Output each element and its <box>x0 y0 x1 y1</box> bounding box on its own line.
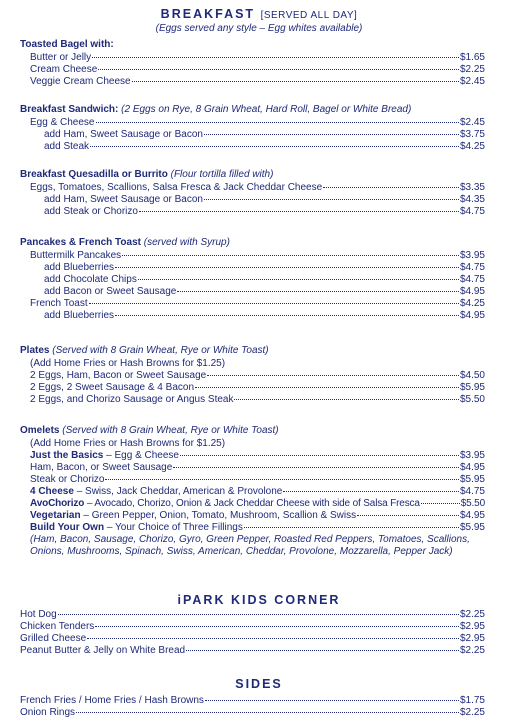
menu-item <box>0 52 518 64</box>
menu-item <box>0 206 518 218</box>
breakfast-title <box>0 7 518 23</box>
leader-dots <box>139 211 459 212</box>
menu-item <box>0 194 518 206</box>
leader-dots <box>195 387 459 388</box>
item-price: $1.65 <box>459 52 485 63</box>
leader-dots <box>122 255 459 256</box>
menu-item <box>0 707 518 719</box>
pancakes-heading <box>20 237 518 249</box>
plates-note: (Served with 8 Grain Wheat, Rye or White Toast) <box>52 345 269 356</box>
item-bold: 4 Cheese <box>30 486 74 497</box>
item-price: $5.95 <box>459 522 485 533</box>
sides-section <box>0 677 518 691</box>
leader-dots <box>180 455 459 456</box>
plates-group <box>0 345 518 406</box>
menu-item <box>0 76 518 88</box>
leader-dots <box>234 399 459 400</box>
item-rest: – Your Choice of Three Fillings <box>104 522 243 533</box>
item-price: $4.75 <box>459 206 485 217</box>
leader-dots <box>204 199 459 200</box>
quesadilla-heading <box>20 169 518 181</box>
breakfast-title-sub: [SERVED ALL DAY] <box>260 10 358 21</box>
menu-item <box>0 262 518 274</box>
leader-dots <box>357 515 459 516</box>
item-label: add Steak <box>44 141 90 152</box>
plates-heading <box>20 345 518 357</box>
item-bold: AvoChorizo <box>30 498 85 509</box>
leader-dots <box>98 69 459 70</box>
pancakes-note: (served with Syrup) <box>143 237 230 248</box>
item-rest: Steak or Chorizo <box>30 474 105 485</box>
item-price: $5.95 <box>459 382 485 393</box>
item-label: 2 Eggs, 2 Sweet Sausage & 4 Bacon <box>30 382 194 393</box>
quesadilla-note: (Flour tortilla filled with) <box>170 169 274 180</box>
item-price: $2.25 <box>459 64 485 75</box>
leader-dots <box>421 503 460 504</box>
menu-item <box>0 141 518 153</box>
item-label <box>30 498 420 510</box>
plates-heading-text: Plates <box>20 345 50 356</box>
bagel-group <box>0 39 518 88</box>
menu-item <box>0 510 518 522</box>
item-price: $3.95 <box>459 450 485 461</box>
item-price: $2.25 <box>459 645 485 656</box>
leader-dots <box>58 614 459 615</box>
menu-item <box>0 310 518 322</box>
kids-section <box>0 593 518 607</box>
menu-item <box>0 633 518 645</box>
leader-dots <box>138 279 459 280</box>
leader-dots <box>173 467 459 468</box>
item-label: add Blueberries <box>44 262 115 273</box>
item-label: add Ham, Sweet Sausage or Bacon <box>44 129 203 140</box>
item-label: Eggs, Tomatoes, Scallions, Salsa Fresca & Jack Cheddar Cheese <box>30 182 323 193</box>
menu-item <box>0 486 518 498</box>
item-label <box>30 486 282 498</box>
sandwich-heading <box>20 104 518 116</box>
menu-item <box>0 298 518 310</box>
breakfast-note: (Eggs served any style – Egg whites available) <box>155 23 363 34</box>
item-price: $5.95 <box>459 474 485 485</box>
item-label: Chicken Tenders <box>20 621 95 632</box>
pancakes-heading-text: Pancakes & French Toast <box>20 237 141 248</box>
bagel-list <box>0 52 518 88</box>
item-price: $4.75 <box>459 486 485 497</box>
item-price: $5.50 <box>459 394 485 405</box>
leader-dots <box>115 315 459 316</box>
sandwich-group <box>0 104 518 153</box>
leader-dots <box>323 187 459 188</box>
item-price: $4.95 <box>459 286 485 297</box>
item-price: $4.75 <box>459 262 485 273</box>
item-label: Hot Dog <box>20 609 57 620</box>
item-price: $4.35 <box>459 194 485 205</box>
sides-title: SIDES <box>235 677 283 691</box>
item-label: Grilled Cheese <box>20 633 87 644</box>
menu-item <box>0 498 518 510</box>
menu-item <box>0 250 518 262</box>
item-label: add Bacon or Sweet Sausage <box>44 286 177 297</box>
kids-list <box>0 609 518 657</box>
bagel-heading <box>20 39 518 51</box>
menu-item <box>0 182 518 194</box>
item-price: $2.95 <box>459 633 485 644</box>
sides-list <box>0 695 518 719</box>
menu-item <box>0 274 518 286</box>
item-label: Butter or Jelly <box>30 52 92 63</box>
omelets-group <box>0 425 518 558</box>
item-price: $4.95 <box>459 462 485 473</box>
leader-dots <box>186 650 459 651</box>
item-price: $3.95 <box>459 250 485 261</box>
menu-item <box>0 609 518 621</box>
item-label: add Chocolate Chips <box>44 274 137 285</box>
item-label: add Steak or Chorizo <box>44 206 138 217</box>
leader-dots <box>283 491 459 492</box>
menu-item <box>0 450 518 462</box>
menu-item <box>0 462 518 474</box>
item-price: $4.25 <box>459 298 485 309</box>
item-label <box>30 522 243 534</box>
leader-dots <box>115 267 459 268</box>
item-label: 2 Eggs, Ham, Bacon or Sweet Sausage <box>30 370 207 381</box>
menu-item <box>0 645 518 657</box>
item-price: $4.95 <box>459 310 485 321</box>
item-price: $4.95 <box>459 510 485 521</box>
item-price: $1.75 <box>459 695 485 706</box>
menu-item <box>0 286 518 298</box>
item-price: $5.50 <box>460 498 485 509</box>
breakfast-section <box>0 7 518 41</box>
leader-dots <box>244 527 459 528</box>
item-label: Onion Rings <box>20 707 76 718</box>
item-price: $2.25 <box>459 609 485 620</box>
item-rest: – Green Pepper, Onion, Tomato, Mushroom, Scallion & Swiss <box>80 510 357 521</box>
omelets-heading-text: Omelets <box>20 425 60 436</box>
item-rest: Ham, Bacon, or Sweet Sausage <box>30 462 173 473</box>
item-label: Veggie Cream Cheese <box>30 76 131 87</box>
item-bold: Vegetarian <box>30 510 81 521</box>
item-rest: – Swiss, Jack Cheddar, American & Provolone <box>73 486 283 497</box>
item-label <box>30 462 172 474</box>
menu-item <box>0 64 518 76</box>
item-rest: – Egg & Cheese <box>103 450 179 461</box>
leader-dots <box>177 291 459 292</box>
item-label: French Toast <box>30 298 88 309</box>
omelets-extra: (Add Home Fries or Hash Browns for $1.25) <box>30 438 226 449</box>
sandwich-heading-text: Breakfast Sandwich: <box>20 104 119 115</box>
item-label: Egg & Cheese <box>30 117 95 128</box>
leader-dots <box>90 146 459 147</box>
sandwich-note: (2 Eggs on Rye, 8 Grain Wheat, Hard Roll, Bagel or White Bread) <box>121 104 412 115</box>
leader-dots <box>89 303 459 304</box>
omelet-fillings: (Ham, Bacon, Sausage, Chorizo, Gyro, Green Pepper, Roasted Red Peppers, Tomatoes, Scallions, Onions, Mushrooms, Spinach, Swiss, American, Cheddar, Provolone, Mozzarella, Pepper Jack) <box>30 534 470 557</box>
breakfast-title-text: BREAKFAST <box>160 7 256 21</box>
item-label <box>30 510 356 522</box>
leader-dots <box>204 134 459 135</box>
leader-dots <box>205 700 459 701</box>
item-bold: Just the Basics <box>30 450 104 461</box>
plates-extra: (Add Home Fries or Hash Browns for $1.25) <box>30 358 226 369</box>
item-price: $4.75 <box>459 274 485 285</box>
item-bold: Build Your Own <box>30 522 105 533</box>
item-price: $2.95 <box>459 621 485 632</box>
leader-dots <box>92 57 459 58</box>
menu-item <box>0 117 518 129</box>
menu-item <box>0 474 518 486</box>
leader-dots <box>95 626 459 627</box>
item-price: $3.75 <box>459 129 485 140</box>
bagel-heading-text: Toasted Bagel with: <box>20 39 114 50</box>
leader-dots <box>132 81 459 82</box>
menu-item <box>0 129 518 141</box>
leader-dots <box>105 479 458 480</box>
item-price: $2.45 <box>459 117 485 128</box>
item-price: $4.25 <box>459 141 485 152</box>
item-rest: – Avocado, Chorizo, Onion & Jack Cheddar Cheese with side of Salsa Fresca <box>84 498 420 509</box>
item-label: Cream Cheese <box>30 64 98 75</box>
leader-dots <box>96 122 459 123</box>
leader-dots <box>76 712 459 713</box>
item-label: Peanut Butter & Jelly on White Bread <box>20 645 186 656</box>
item-label: add Ham, Sweet Sausage or Bacon <box>44 194 203 205</box>
kids-title: iPARK KIDS CORNER <box>177 593 341 607</box>
item-label <box>30 450 179 462</box>
leader-dots <box>207 375 459 376</box>
item-price: $2.25 <box>459 707 485 718</box>
menu-item <box>0 522 518 534</box>
menu-item <box>0 394 518 406</box>
item-price: $3.35 <box>459 182 485 193</box>
item-label: Buttermilk Pancakes <box>30 250 122 261</box>
item-label: French Fries / Home Fries / Hash Browns <box>20 695 204 706</box>
omelets-note: (Served with 8 Grain Wheat, Rye or White Toast) <box>62 425 279 436</box>
quesadilla-group <box>0 169 518 218</box>
item-label: add Blueberries <box>44 310 115 321</box>
item-price: $2.45 <box>459 76 485 87</box>
omelets-heading <box>20 425 518 437</box>
quesadilla-heading-text: Breakfast Quesadilla or Burrito <box>20 169 168 180</box>
pancakes-group <box>0 237 518 322</box>
item-price: $4.50 <box>459 370 485 381</box>
item-label <box>30 474 104 486</box>
item-label: 2 Eggs, and Chorizo Sausage or Angus Steak <box>30 394 234 405</box>
menu-item <box>0 695 518 707</box>
menu-item <box>0 382 518 394</box>
menu-item <box>0 621 518 633</box>
menu-item <box>0 370 518 382</box>
leader-dots <box>87 638 459 639</box>
